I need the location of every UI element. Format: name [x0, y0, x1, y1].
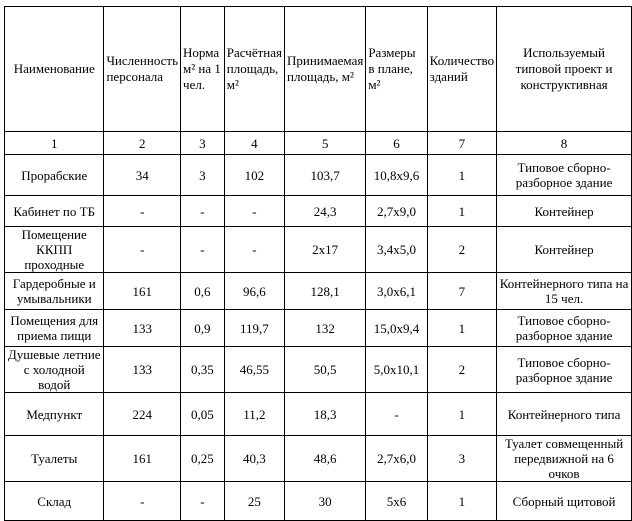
cell-name: Гардеробные и умывальники [5, 273, 104, 310]
cell-name: Помещение ККПП проходные [5, 227, 104, 273]
cell-accepted: 103,7 [285, 155, 366, 196]
cell-name: Душевые летние с холодной водой [5, 347, 104, 393]
cell-project: Типовое сборно-разборное здание [497, 155, 632, 196]
cell-project: Типовое сборно-разборное здание [497, 310, 632, 347]
header-calc-area: Расчётная площадь, м² [224, 7, 284, 132]
cell-staff: 34 [104, 155, 181, 196]
column-number: 6 [366, 132, 427, 155]
cell-norm: - [181, 196, 225, 227]
header-accepted-area: Принимаемая площадь, м² [285, 7, 366, 132]
cell-staff: 161 [104, 273, 181, 310]
column-number: 4 [224, 132, 284, 155]
cell-calc: - [224, 196, 284, 227]
column-number: 2 [104, 132, 181, 155]
cell-accepted: 30 [285, 482, 366, 521]
cell-size: 5x6 [366, 482, 427, 521]
cell-calc: 102 [224, 155, 284, 196]
cell-accepted: 50,5 [285, 347, 366, 393]
cell-size: 10,8x9,6 [366, 155, 427, 196]
cell-name: Склад [5, 482, 104, 521]
column-number: 7 [427, 132, 496, 155]
cell-name: Туалеты [5, 436, 104, 482]
cell-count: 1 [427, 482, 496, 521]
column-number: 1 [5, 132, 104, 155]
cell-calc: 96,6 [224, 273, 284, 310]
header-staff: Численность персонала [104, 7, 181, 132]
cell-project: Сборный щитовой [497, 482, 632, 521]
cell-norm: 0,05 [181, 393, 225, 436]
cell-size: 5,0x10,1 [366, 347, 427, 393]
cell-staff: 224 [104, 393, 181, 436]
cell-count: 1 [427, 196, 496, 227]
cell-norm: 0,25 [181, 436, 225, 482]
cell-name: Кабинет по ТБ [5, 196, 104, 227]
cell-calc: - [224, 227, 284, 273]
cell-norm: - [181, 227, 225, 273]
table-row [5, 347, 632, 393]
cell-project: Контейнерного типа [497, 393, 632, 436]
cell-project: Контейнерного типа на 15 чел. [497, 273, 632, 310]
cell-size: 3,4x5,0 [366, 227, 427, 273]
cell-name: Медпункт [5, 393, 104, 436]
table-row [5, 273, 632, 310]
cell-size: 2,7x6,0 [366, 436, 427, 482]
cell-norm: 0,35 [181, 347, 225, 393]
cell-size: - [366, 393, 427, 436]
table-row [5, 310, 632, 347]
cell-norm: 0,6 [181, 273, 225, 310]
cell-accepted: 24,3 [285, 196, 366, 227]
table-row [5, 155, 632, 196]
cell-project: Контейнер [497, 196, 632, 227]
cell-accepted: 48,6 [285, 436, 366, 482]
cell-staff: 161 [104, 436, 181, 482]
header-count: Количество зданий [427, 7, 496, 132]
cell-staff: - [104, 227, 181, 273]
cell-accepted: 18,3 [285, 393, 366, 436]
cell-norm: 0,9 [181, 310, 225, 347]
table-row [5, 227, 632, 273]
cell-norm: 3 [181, 155, 225, 196]
cell-project: Туалет совмещенный передвижной на 6 очков [497, 436, 632, 482]
cell-count: 1 [427, 310, 496, 347]
cell-accepted: 2x17 [285, 227, 366, 273]
header-size: Размеры в плане, м² [366, 7, 427, 132]
cell-count: 1 [427, 393, 496, 436]
cell-calc: 40,3 [224, 436, 284, 482]
cell-size: 2,7x9,0 [366, 196, 427, 227]
cell-staff: 133 [104, 347, 181, 393]
cell-accepted: 128,1 [285, 273, 366, 310]
cell-count: 7 [427, 273, 496, 310]
cell-staff: - [104, 196, 181, 227]
cell-norm: - [181, 482, 225, 521]
cell-size: 3,0x6,1 [366, 273, 427, 310]
cell-size: 15,0x9,4 [366, 310, 427, 347]
cell-calc: 119,7 [224, 310, 284, 347]
column-number: 5 [285, 132, 366, 155]
table-row [5, 482, 632, 521]
table-row [5, 436, 632, 482]
column-number: 8 [497, 132, 632, 155]
cell-name: Прорабские [5, 155, 104, 196]
table-row [5, 196, 632, 227]
cell-staff: - [104, 482, 181, 521]
cell-accepted: 132 [285, 310, 366, 347]
cell-calc: 25 [224, 482, 284, 521]
column-numbers-row [5, 132, 632, 155]
header-project: Используемый типовой проект и конструктивная [497, 7, 632, 132]
header-name: Наименование [5, 7, 104, 132]
cell-staff: 133 [104, 310, 181, 347]
cell-count: 1 [427, 155, 496, 196]
header-norm: Норма м² на 1 чел. [181, 7, 225, 132]
cell-project: Контейнер [497, 227, 632, 273]
table-row [5, 393, 632, 436]
header-row [5, 7, 632, 132]
cell-count: 3 [427, 436, 496, 482]
cell-count: 2 [427, 227, 496, 273]
buildings-table [4, 6, 632, 521]
cell-project: Типовое сборно-разборное здание [497, 347, 632, 393]
cell-count: 2 [427, 347, 496, 393]
cell-name: Помещения для приема пищи [5, 310, 104, 347]
column-number: 3 [181, 132, 225, 155]
cell-calc: 46,55 [224, 347, 284, 393]
cell-calc: 11,2 [224, 393, 284, 436]
